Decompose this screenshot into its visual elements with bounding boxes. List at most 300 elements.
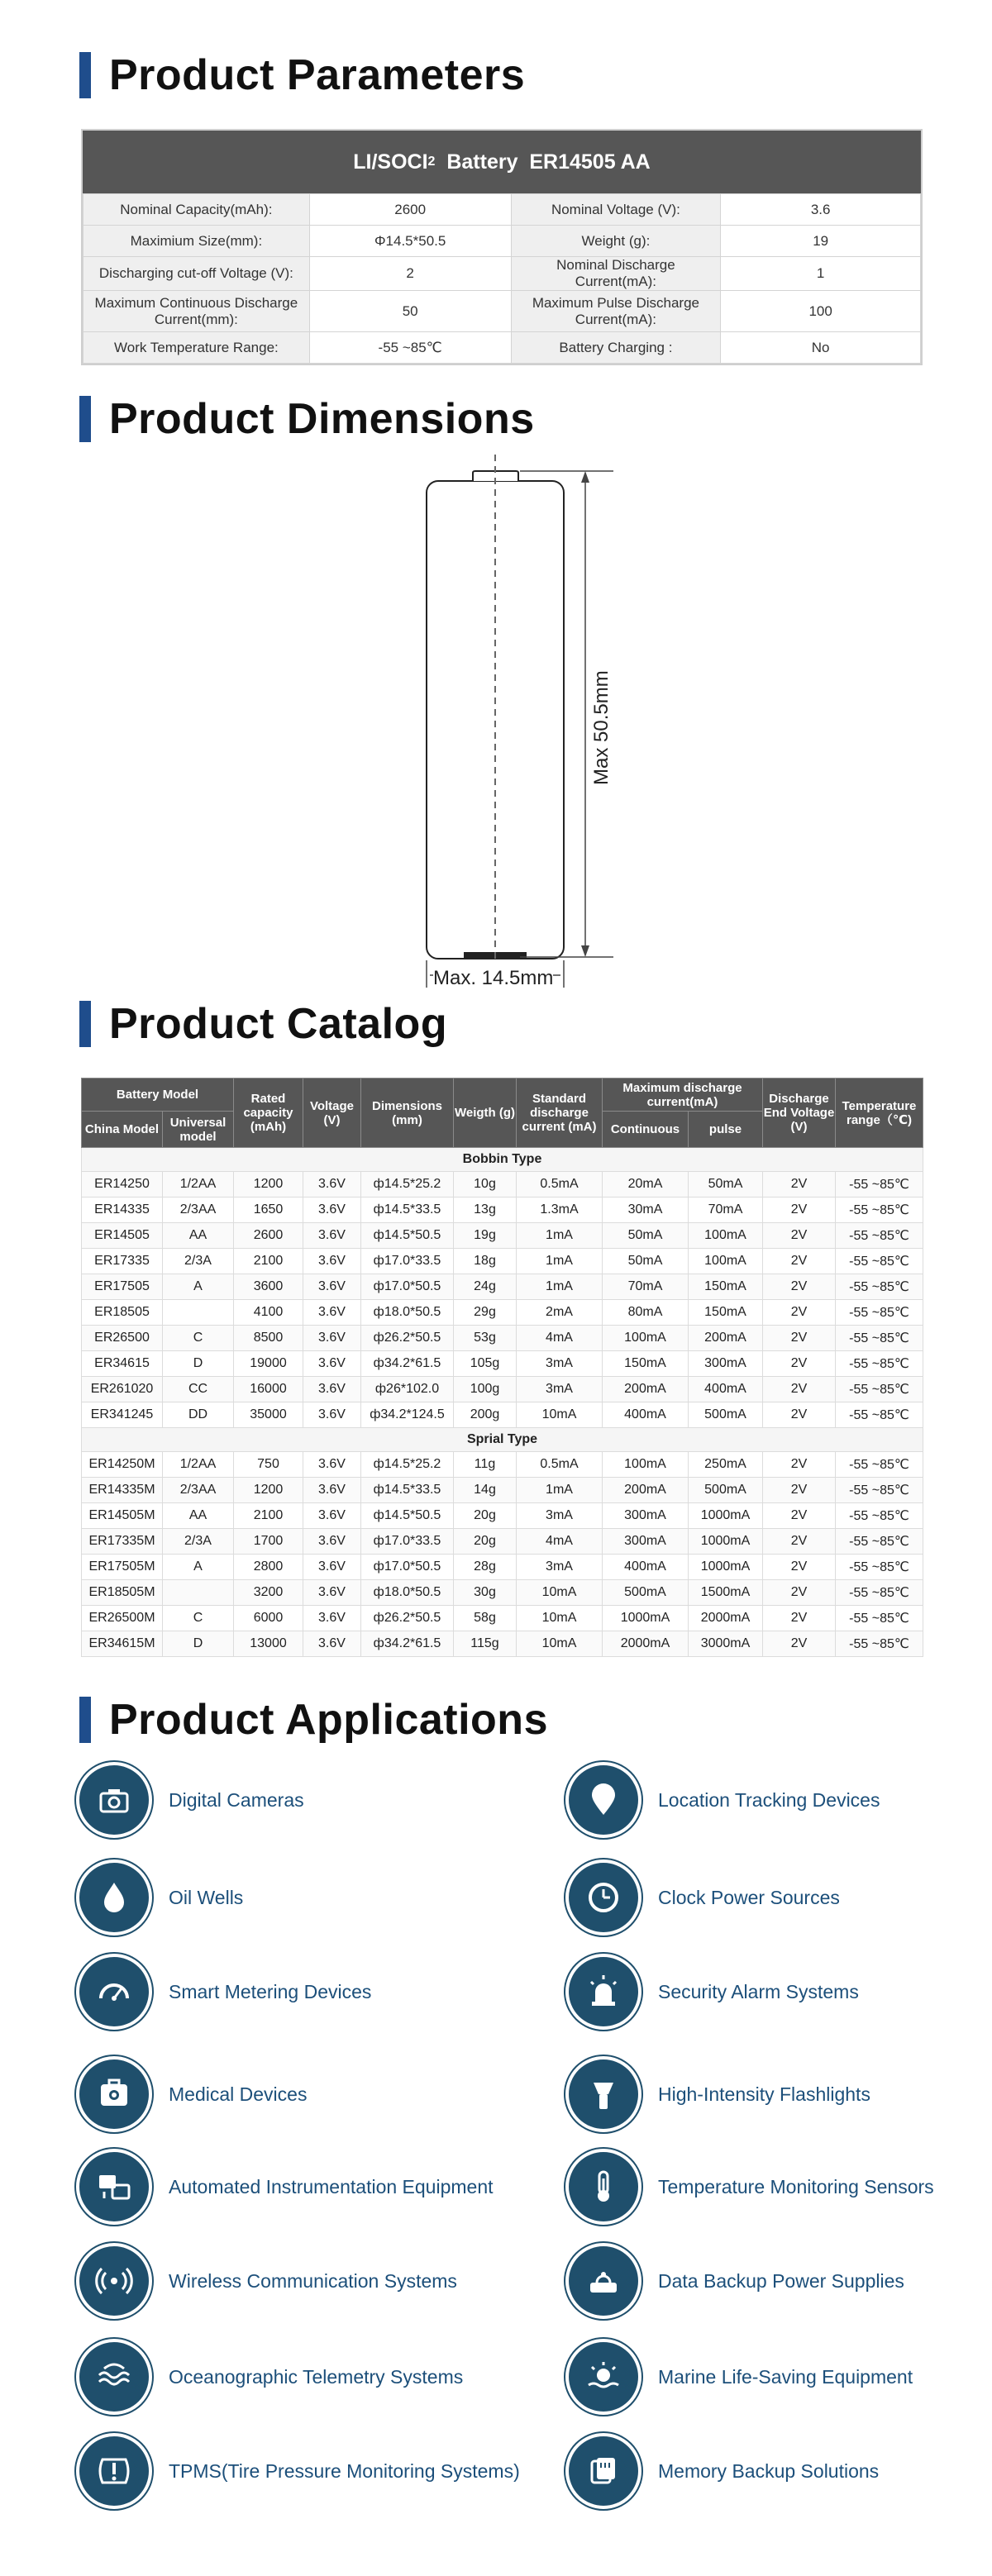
- table-cell: ф17.0*33.5: [361, 1249, 454, 1274]
- table-cell: A: [163, 1555, 234, 1580]
- table-cell: ER17505: [82, 1274, 163, 1300]
- parameter-label: Maximum Continuous Discharge Current(mm):: [83, 291, 310, 332]
- table-cell: CC: [163, 1377, 234, 1402]
- table-cell: ER17505M: [82, 1555, 163, 1580]
- table-cell: 3mA: [517, 1503, 603, 1529]
- table-cell: 1mA: [517, 1478, 603, 1503]
- table-cell: AA: [163, 1223, 234, 1249]
- header-china-model: China Model: [82, 1112, 163, 1148]
- table-cell: ф14.5*25.2: [361, 1452, 454, 1478]
- table-cell: -55 ~85℃: [836, 1377, 923, 1402]
- table-cell: 2/3A: [163, 1529, 234, 1555]
- catalog-group-label: Bobbin Type: [82, 1148, 923, 1172]
- table-cell: 18g: [454, 1249, 517, 1274]
- table-cell: DD: [163, 1402, 234, 1428]
- table-cell: 3.6V: [303, 1606, 361, 1631]
- gauge-icon: [76, 1954, 152, 2030]
- table-row: [82, 1555, 923, 1580]
- parameter-value: 50: [309, 291, 511, 332]
- table-cell: 2V: [763, 1478, 836, 1503]
- table-cell: ER14250M: [82, 1452, 163, 1478]
- memory-card-icon: [565, 2433, 641, 2509]
- table-cell: 0.5mA: [517, 1452, 603, 1478]
- table-cell: -55 ~85℃: [836, 1223, 923, 1249]
- parameter-label: Nominal Voltage (V):: [511, 194, 721, 226]
- table-cell: 2/3AA: [163, 1478, 234, 1503]
- table-cell: ф17.0*33.5: [361, 1529, 454, 1555]
- table-cell: 6000: [234, 1606, 303, 1631]
- application-label: Marine Life-Saving Equipment: [658, 2365, 913, 2388]
- table-cell: ER26500: [82, 1326, 163, 1351]
- parameter-value: Φ14.5*50.5: [309, 226, 511, 257]
- table-cell: 13000: [234, 1631, 303, 1657]
- table-cell: 100mA: [603, 1326, 689, 1351]
- table-cell: ER18505M: [82, 1580, 163, 1606]
- table-cell: [163, 1580, 234, 1606]
- catalog-group-row: [82, 1428, 923, 1452]
- application-label: Temperature Monitoring Sensors: [658, 2175, 934, 2197]
- table-cell: -55 ~85℃: [836, 1606, 923, 1631]
- table-cell: 3.6V: [303, 1223, 361, 1249]
- table-cell: ф26.2*50.5: [361, 1606, 454, 1631]
- parameter-label: Nominal Capacity(mAh):: [83, 194, 310, 226]
- section-heading-dimensions: [79, 393, 535, 445]
- table-row: [82, 1452, 923, 1478]
- table-row: [82, 1223, 923, 1249]
- table-cell: 3.6V: [303, 1452, 361, 1478]
- table-cell: 2/3AA: [163, 1198, 234, 1223]
- table-cell: 2V: [763, 1274, 836, 1300]
- table-cell: 50mA: [603, 1249, 689, 1274]
- tire-pressure-icon: [76, 2433, 152, 2509]
- table-cell: ER26500M: [82, 1606, 163, 1631]
- table-cell: 2V: [763, 1580, 836, 1606]
- application-label: Digital Cameras: [169, 1788, 304, 1811]
- table-cell: 3.6V: [303, 1172, 361, 1198]
- table-cell: ER14335M: [82, 1478, 163, 1503]
- table-cell: 2V: [763, 1606, 836, 1631]
- catalog-group-row: [82, 1148, 923, 1172]
- application-label: Security Alarm Systems: [658, 1980, 859, 2002]
- table-cell: 2V: [763, 1631, 836, 1657]
- application-label: High-Intensity Flashlights: [658, 2083, 870, 2105]
- thermometer-icon: [565, 2149, 641, 2225]
- table-cell: 115g: [454, 1631, 517, 1657]
- table-cell: -55 ~85℃: [836, 1172, 923, 1198]
- table-cell: [163, 1300, 234, 1326]
- heading-title: Product Applications: [109, 1696, 548, 1744]
- width-dimension-label: Max. 14.5mm: [433, 967, 554, 989]
- table-cell: 35000: [234, 1402, 303, 1428]
- application-item: [565, 1858, 840, 1937]
- table-cell: ф34.2*124.5: [361, 1402, 454, 1428]
- application-item: [565, 2337, 913, 2416]
- application-item: [565, 2055, 870, 2134]
- parameter-value: No: [721, 332, 921, 364]
- table-cell: 3mA: [517, 1377, 603, 1402]
- table-cell: 2mA: [517, 1300, 603, 1326]
- dimensions-drawing: [0, 446, 992, 1008]
- table-cell: 500mA: [603, 1580, 689, 1606]
- header-battery-model: Battery Model: [82, 1078, 234, 1112]
- table-cell: 50mA: [603, 1223, 689, 1249]
- header-voltage: Voltage (V): [303, 1078, 361, 1148]
- height-dimension-label: Max 50.5mm: [590, 670, 613, 785]
- table-cell: -55 ~85℃: [836, 1452, 923, 1478]
- table-cell: 1000mA: [603, 1606, 689, 1631]
- table-cell: 1650: [234, 1198, 303, 1223]
- table-cell: 1mA: [517, 1274, 603, 1300]
- table-cell: 20mA: [603, 1172, 689, 1198]
- heading-title: Product Parameters: [109, 51, 526, 99]
- application-label: Data Backup Power Supplies: [658, 2269, 904, 2292]
- clock-icon: [565, 1859, 641, 1936]
- table-cell: ER34615: [82, 1351, 163, 1377]
- table-cell: 2V: [763, 1452, 836, 1478]
- application-item: [76, 1952, 371, 2031]
- table-cell: 2V: [763, 1351, 836, 1377]
- parameter-value: 100: [721, 291, 921, 332]
- table-cell: 1500mA: [689, 1580, 763, 1606]
- heading-title: Product Dimensions: [109, 395, 535, 443]
- table-cell: ф34.2*61.5: [361, 1631, 454, 1657]
- catalog-grid: [81, 1078, 923, 1657]
- table-cell: 1/2AA: [163, 1172, 234, 1198]
- table-cell: 2V: [763, 1172, 836, 1198]
- parameter-label: Work Temperature Range:: [83, 332, 310, 364]
- table-cell: ф14.5*50.5: [361, 1223, 454, 1249]
- table-cell: -55 ~85℃: [836, 1478, 923, 1503]
- application-item: [565, 2241, 904, 2321]
- table-cell: 400mA: [689, 1377, 763, 1402]
- parameter-row: [83, 194, 921, 226]
- parameter-label: Nominal Discharge Current(mA):: [511, 257, 721, 291]
- instrumentation-icon: [76, 2149, 152, 2225]
- table-cell: 300mA: [603, 1503, 689, 1529]
- table-row: [82, 1249, 923, 1274]
- table-cell: ф26.2*50.5: [361, 1326, 454, 1351]
- table-cell: ER34615M: [82, 1631, 163, 1657]
- table-cell: ER341245: [82, 1402, 163, 1428]
- header-temperature: Temperature range（℃): [836, 1078, 923, 1148]
- table-cell: A: [163, 1274, 234, 1300]
- table-cell: -55 ~85℃: [836, 1503, 923, 1529]
- table-cell: 13g: [454, 1198, 517, 1223]
- application-label: Automated Instrumentation Equipment: [169, 2175, 494, 2197]
- application-label: Memory Backup Solutions: [658, 2459, 880, 2482]
- table-cell: 200g: [454, 1402, 517, 1428]
- table-cell: AA: [163, 1503, 234, 1529]
- table-cell: 250mA: [689, 1452, 763, 1478]
- table-cell: ER17335: [82, 1249, 163, 1274]
- application-item: [76, 2337, 463, 2416]
- table-row: [82, 1274, 923, 1300]
- table-cell: 2000mA: [603, 1631, 689, 1657]
- table-cell: 10mA: [517, 1631, 603, 1657]
- table-cell: 1/2AA: [163, 1452, 234, 1478]
- table-cell: 70mA: [603, 1274, 689, 1300]
- parameters-grid: [83, 193, 921, 364]
- parameters-title-subscript: 2: [427, 155, 436, 169]
- table-cell: ф18.0*50.5: [361, 1580, 454, 1606]
- table-cell: 0.5mA: [517, 1172, 603, 1198]
- table-cell: 3.6V: [303, 1631, 361, 1657]
- table-cell: 1mA: [517, 1223, 603, 1249]
- oil-drop-icon: [76, 1859, 152, 1936]
- table-row: [82, 1351, 923, 1377]
- parameter-row: [83, 226, 921, 257]
- table-cell: 80mA: [603, 1300, 689, 1326]
- parameters-title: [83, 131, 921, 193]
- table-cell: 1000mA: [689, 1529, 763, 1555]
- table-cell: ф14.5*25.2: [361, 1172, 454, 1198]
- table-cell: ф34.2*61.5: [361, 1351, 454, 1377]
- table-cell: 70mA: [689, 1198, 763, 1223]
- header-pulse: pulse: [689, 1112, 763, 1148]
- medical-device-icon: [76, 2056, 152, 2132]
- table-cell: 2V: [763, 1555, 836, 1580]
- table-cell: 105g: [454, 1351, 517, 1377]
- table-cell: 3mA: [517, 1351, 603, 1377]
- table-cell: ф14.5*33.5: [361, 1198, 454, 1223]
- table-cell: 2600: [234, 1223, 303, 1249]
- application-label: Oceanographic Telemetry Systems: [169, 2365, 464, 2388]
- table-cell: -55 ~85℃: [836, 1631, 923, 1657]
- table-cell: 3.6V: [303, 1300, 361, 1326]
- table-cell: 1200: [234, 1172, 303, 1198]
- table-cell: ER261020: [82, 1377, 163, 1402]
- table-cell: 300mA: [689, 1351, 763, 1377]
- application-item: [76, 2055, 307, 2134]
- table-cell: 11g: [454, 1452, 517, 1478]
- parameters-table: [81, 129, 923, 365]
- parameter-label: Weight (g):: [511, 226, 721, 257]
- table-cell: 53g: [454, 1326, 517, 1351]
- table-cell: 2V: [763, 1300, 836, 1326]
- table-cell: 30mA: [603, 1198, 689, 1223]
- table-cell: C: [163, 1606, 234, 1631]
- table-cell: 20g: [454, 1503, 517, 1529]
- parameter-label: Discharging cut-off Voltage (V):: [83, 257, 310, 291]
- table-cell: 4mA: [517, 1529, 603, 1555]
- alarm-icon: [565, 1954, 641, 2030]
- application-item: [76, 2147, 494, 2226]
- parameter-row: [83, 291, 921, 332]
- table-cell: 100g: [454, 1377, 517, 1402]
- table-cell: ER14335: [82, 1198, 163, 1223]
- table-cell: 2V: [763, 1529, 836, 1555]
- table-cell: 1mA: [517, 1249, 603, 1274]
- application-label: Smart Metering Devices: [169, 1980, 372, 2002]
- table-cell: D: [163, 1631, 234, 1657]
- header-weight: Weigth (g): [454, 1078, 517, 1148]
- table-row: [82, 1326, 923, 1351]
- table-cell: 1000mA: [689, 1503, 763, 1529]
- header-universal-model: Universal model: [163, 1112, 234, 1148]
- camera-icon: [76, 1762, 152, 1838]
- table-cell: 58g: [454, 1606, 517, 1631]
- table-cell: 3.6V: [303, 1529, 361, 1555]
- table-cell: 14g: [454, 1478, 517, 1503]
- catalog-table: [81, 1078, 923, 1657]
- table-cell: 2V: [763, 1249, 836, 1274]
- table-cell: 2/3A: [163, 1249, 234, 1274]
- table-row: [82, 1172, 923, 1198]
- table-cell: ф14.5*33.5: [361, 1478, 454, 1503]
- table-cell: -55 ~85℃: [836, 1580, 923, 1606]
- parameter-label: Maximium Size(mm):: [83, 226, 310, 257]
- table-cell: 3mA: [517, 1555, 603, 1580]
- table-cell: 150mA: [689, 1300, 763, 1326]
- table-cell: 3.6V: [303, 1478, 361, 1503]
- table-cell: 2100: [234, 1249, 303, 1274]
- parameter-value: 2600: [309, 194, 511, 226]
- table-cell: 2000mA: [689, 1606, 763, 1631]
- table-cell: 3200: [234, 1580, 303, 1606]
- marine-sun-icon: [565, 2339, 641, 2415]
- table-cell: 29g: [454, 1300, 517, 1326]
- table-cell: 100mA: [689, 1249, 763, 1274]
- table-cell: 3000mA: [689, 1631, 763, 1657]
- heading-accent-bar: [79, 1697, 91, 1743]
- table-cell: ф14.5*50.5: [361, 1503, 454, 1529]
- heading-accent-bar: [79, 396, 91, 442]
- parameter-row: [83, 332, 921, 364]
- parameter-value: 3.6: [721, 194, 921, 226]
- section-heading-catalog: [79, 998, 447, 1050]
- table-cell: 3.6V: [303, 1580, 361, 1606]
- table-cell: 10mA: [517, 1606, 603, 1631]
- table-cell: 200mA: [603, 1478, 689, 1503]
- heading-accent-bar: [79, 1001, 91, 1047]
- table-cell: 50mA: [689, 1172, 763, 1198]
- table-cell: 100mA: [689, 1223, 763, 1249]
- table-cell: 3.6V: [303, 1402, 361, 1428]
- parameters-title-model: Battery ER14505 AA: [435, 150, 651, 174]
- backup-power-icon: [565, 2243, 641, 2319]
- application-label: Clock Power Sources: [658, 1886, 840, 1908]
- table-cell: 3.6V: [303, 1198, 361, 1223]
- table-cell: 24g: [454, 1274, 517, 1300]
- table-cell: ф17.0*50.5: [361, 1555, 454, 1580]
- table-cell: -55 ~85℃: [836, 1300, 923, 1326]
- header-continuous: Continuous: [603, 1112, 689, 1148]
- table-cell: ER18505: [82, 1300, 163, 1326]
- table-row: [82, 1300, 923, 1326]
- table-cell: 2800: [234, 1555, 303, 1580]
- table-cell: 3.6V: [303, 1377, 361, 1402]
- table-cell: ф26*102.0: [361, 1377, 454, 1402]
- section-heading-applications: [79, 1694, 548, 1745]
- table-cell: 3.6V: [303, 1503, 361, 1529]
- table-cell: ER14505M: [82, 1503, 163, 1529]
- application-label: Oil Wells: [169, 1886, 244, 1908]
- table-cell: 1700: [234, 1529, 303, 1555]
- table-cell: -55 ~85℃: [836, 1351, 923, 1377]
- heading-accent-bar: [79, 52, 91, 98]
- table-cell: ф18.0*50.5: [361, 1300, 454, 1326]
- table-row: [82, 1580, 923, 1606]
- table-cell: -55 ~85℃: [836, 1249, 923, 1274]
- table-cell: 20g: [454, 1529, 517, 1555]
- table-cell: 30g: [454, 1580, 517, 1606]
- header-end-voltage: Discharge End Voltage (V): [763, 1078, 836, 1148]
- application-item: [565, 2147, 934, 2226]
- height-arrow-top: [581, 471, 589, 483]
- parameter-value: 1: [721, 257, 921, 291]
- table-cell: -55 ~85℃: [836, 1326, 923, 1351]
- header-standard-current: Standard discharge current (mA): [517, 1078, 603, 1148]
- table-row: [82, 1503, 923, 1529]
- table-cell: 500mA: [689, 1402, 763, 1428]
- application-item: [76, 1858, 243, 1937]
- heading-title: Product Catalog: [109, 1000, 448, 1048]
- table-cell: 150mA: [689, 1274, 763, 1300]
- parameter-row: [83, 257, 921, 291]
- table-cell: 500mA: [689, 1478, 763, 1503]
- table-row: [82, 1529, 923, 1555]
- table-cell: 10mA: [517, 1402, 603, 1428]
- catalog-group-label: Sprial Type: [82, 1428, 923, 1452]
- table-cell: 2100: [234, 1503, 303, 1529]
- application-item: [565, 2431, 879, 2511]
- parameter-label: Battery Charging :: [511, 332, 721, 364]
- table-cell: 3.6V: [303, 1351, 361, 1377]
- table-cell: 2V: [763, 1402, 836, 1428]
- location-pin-icon: [565, 1762, 641, 1838]
- table-cell: 19g: [454, 1223, 517, 1249]
- table-cell: 4100: [234, 1300, 303, 1326]
- table-cell: 2V: [763, 1223, 836, 1249]
- table-cell: -55 ~85℃: [836, 1555, 923, 1580]
- table-cell: 3600: [234, 1274, 303, 1300]
- table-cell: 3.6V: [303, 1555, 361, 1580]
- table-cell: C: [163, 1326, 234, 1351]
- flashlight-icon: [565, 2056, 641, 2132]
- table-cell: D: [163, 1351, 234, 1377]
- battery-outline-drawing: [0, 446, 992, 1008]
- header-max-discharge: Maximum discharge current(mA): [603, 1078, 763, 1112]
- table-cell: 2V: [763, 1326, 836, 1351]
- table-cell: -55 ~85℃: [836, 1274, 923, 1300]
- table-cell: ER14250: [82, 1172, 163, 1198]
- header-dimensions: Dimensions (mm): [361, 1078, 454, 1148]
- table-row: [82, 1402, 923, 1428]
- table-cell: 4mA: [517, 1326, 603, 1351]
- parameter-label: Maximum Pulse Discharge Current(mA):: [511, 291, 721, 332]
- table-cell: 1000mA: [689, 1555, 763, 1580]
- application-item: [565, 1952, 859, 2031]
- table-row: [82, 1631, 923, 1657]
- parameter-value: 19: [721, 226, 921, 257]
- wireless-icon: [76, 2243, 152, 2319]
- table-cell: 400mA: [603, 1555, 689, 1580]
- table-cell: 3.6V: [303, 1274, 361, 1300]
- table-cell: 2V: [763, 1377, 836, 1402]
- application-item: [76, 2241, 457, 2321]
- table-cell: 28g: [454, 1555, 517, 1580]
- table-cell: -55 ~85℃: [836, 1402, 923, 1428]
- height-arrow-bottom: [581, 945, 589, 957]
- table-row: [82, 1478, 923, 1503]
- table-cell: ER17335M: [82, 1529, 163, 1555]
- table-cell: 2V: [763, 1503, 836, 1529]
- parameters-title-chem: LI/SOCI: [353, 150, 428, 174]
- table-cell: 2V: [763, 1198, 836, 1223]
- applications-grid: [0, 1760, 992, 2554]
- table-cell: 3.6V: [303, 1249, 361, 1274]
- application-label: Location Tracking Devices: [658, 1788, 880, 1811]
